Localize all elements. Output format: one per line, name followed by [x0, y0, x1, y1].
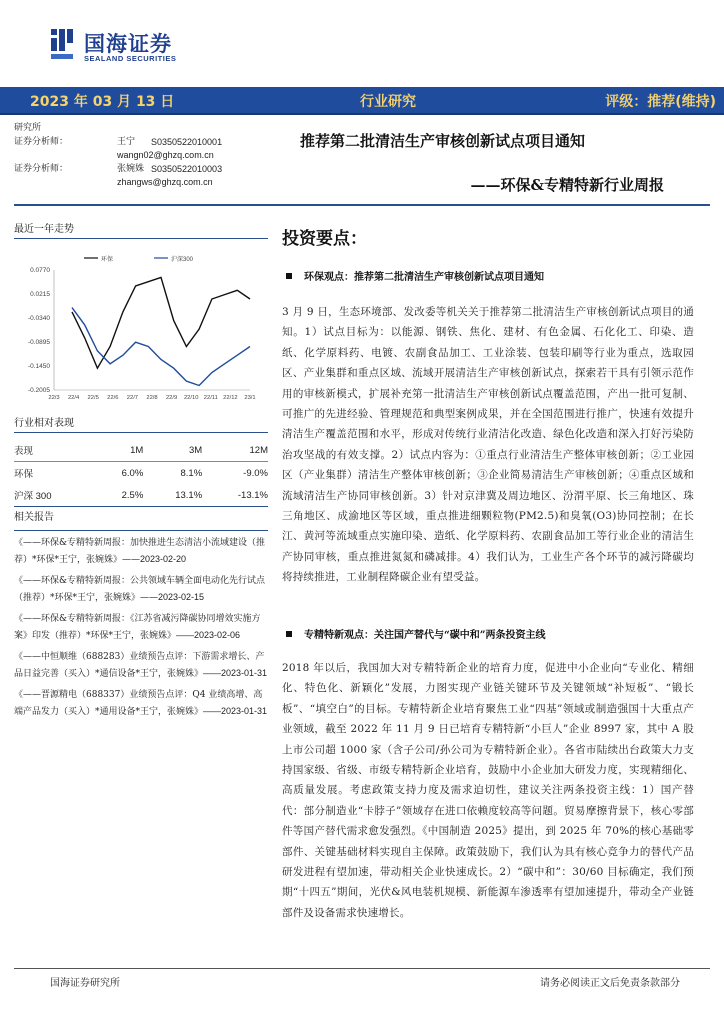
y-tick-label: -0.1450: [27, 363, 50, 370]
table-header: 3M: [143, 439, 202, 462]
report-item-date: ——2023-01-31: [203, 668, 268, 678]
right-column: [282, 224, 712, 919]
section1-heading-text: 环保观点：推荐第二批清洁生产审核创新试点项目通知: [304, 272, 544, 283]
report-category: 行业研究: [360, 94, 416, 110]
table-row: [14, 462, 268, 485]
report-title: 推荐第二批清洁生产审核创新试点项目通知: [300, 132, 586, 150]
analyst-email[interactable]: zhangws@ghzq.com.cn: [117, 177, 213, 187]
analyst-label: 证券分析师：: [14, 136, 69, 147]
table-header: 表现: [14, 439, 96, 462]
analyst-name: 王宁: [117, 136, 136, 147]
y-tick-label: -0.0340: [27, 315, 50, 322]
section2-heading: [286, 626, 546, 641]
analyst-name: 张婉姝: [117, 163, 145, 174]
x-tick-label: 23/1: [244, 395, 256, 401]
report-subtitle: ——环保&专精特新行业周报: [470, 176, 664, 194]
investment-title: 投资要点：: [282, 229, 367, 249]
y-tick-label: 0.0215: [30, 291, 50, 298]
analyst-row: [14, 163, 284, 177]
x-tick-label: 22/9: [165, 395, 178, 401]
report-item[interactable]: [14, 573, 268, 607]
x-tick-label: 22/7: [126, 395, 139, 401]
table-cell: 沪深 300: [14, 484, 96, 507]
bullet-icon: [286, 631, 292, 637]
x-tick-label: 22/5: [87, 395, 99, 401]
company-logo: [50, 26, 200, 70]
report-item-text: 《——环保&专精特新周报：《江苏省减污降碳协同增效实施方案》印发（推荐）*环保*王宁，张婉姝》: [14, 613, 261, 641]
report-item-text: 《——中恒顺维（688283）业绩预告点评：下游需求增长、产品日益完善（买入）*通信设备*王宁，张婉姝》: [14, 651, 265, 679]
y-tick-label: -0.2005: [27, 387, 50, 394]
table-cell: -13.1%: [202, 484, 268, 507]
header-band: [0, 87, 724, 115]
report-item[interactable]: [14, 687, 268, 721]
x-tick-label: 22/6: [107, 395, 119, 401]
trend-title: 最近一年走势: [14, 220, 268, 239]
table-cell: 环保: [14, 469, 34, 480]
analyst-cert: S0350522010003: [151, 163, 223, 174]
footer-left: 国海证券研究所: [50, 978, 120, 989]
report-item[interactable]: [14, 611, 268, 645]
table-header: 1M: [96, 439, 143, 462]
report-item-text: 《——晋源精电（688337）业绩预告点评：Q4 业绩高增、高端产品发力（买入）*通用设备*王宁，张婉姝》: [14, 689, 263, 717]
report-item[interactable]: [14, 535, 268, 569]
series-line: [72, 277, 250, 368]
legend-label: 环保: [101, 257, 114, 263]
trend-chart-svg: [14, 240, 268, 405]
report-item-date: 2023-02-15: [158, 592, 205, 602]
y-tick-label: -0.0895: [27, 339, 50, 346]
table-cell: 2.5%: [96, 484, 143, 507]
section2-body: 2018 年以后，我国加大对专精特新企业的培育力度，促进中小企业向“专业化、精细化、特色化、新颖化”发展，力图实现产业链关键环节及关键领域“补短板”、“锻长板”、“填空白”的目标。专精特新企业培育聚焦工业“四基”领域或制造强国十大重点产业领域，截至 2022 年 11 月 9 日已培育专精特新“小巨人”企业 8997 家，其中 A 股上市公司超 1000 家（含子公司/孙公司为专精特新企业）。各省市陆续出台政策大力支持国家级、省级、市级专精特新企业培育，鼓励中小企业加大研发力度，实现精细化、高质量发展。考虑政策支持力度及需求迫切性，建议关注两条投资主线：1）国产替代：部分制造业“卡脖子”领域存在进口依赖度较高等问题。贸易摩擦背景下，核心零部件等国产替代需求愈发强烈。《中国制造 2025》提出，到 2025 年 70%的核心基础零部件、关键基础材料实现自主保障。政策鼓励下，我们认为具有核心竞争力的替代产品研发进程有望加速，带动相关企业快速成长。2）“碳中和”：30/60 目标确定，我们预期“十四五”期间，光伏&风电装机规模、新能源车渗透率有望加速提升，带动全产业链部件及设备需求快速增长。: [282, 662, 694, 919]
report-item-text: 《——环保&专精特新周报：公共领域车辆全面电动化先行试点（推荐）*环保*王宁，张婉姝》——: [14, 575, 266, 603]
analyst-block: [14, 122, 284, 190]
x-tick-label: 22/8: [146, 395, 158, 401]
report-item[interactable]: [14, 649, 268, 683]
analyst-row: [14, 136, 284, 150]
section2-heading-text: 专精特新观点：关注国产替代与“碳中和”两条投资主线: [304, 630, 546, 641]
analyst-email[interactable]: wangn02@ghzq.com.cn: [117, 150, 214, 160]
footer-divider: [14, 968, 710, 969]
report-item-date: ——2023-01-31: [203, 706, 268, 716]
x-tick-label: 22/11: [203, 395, 218, 401]
bullet-icon: [286, 273, 292, 279]
y-tick-label: 0.0770: [30, 267, 50, 274]
table-cell: -9.0%: [243, 467, 268, 479]
analyst-label: 证券分析师：: [14, 163, 69, 174]
x-tick-label: 22/12: [223, 395, 238, 401]
trend-chart: [14, 240, 268, 405]
logo-text-cn: 国海证券: [84, 32, 172, 56]
performance-table: [14, 439, 268, 507]
x-tick-label: 22/3: [48, 395, 60, 401]
performance-section: [14, 414, 268, 507]
table-row: [14, 484, 268, 507]
table-header: 12M: [202, 439, 268, 462]
table-cell: 8.1%: [180, 467, 203, 479]
series-line: [72, 308, 250, 386]
report-item-date: 2023-02-20: [140, 554, 187, 564]
table-cell: 6.0%: [121, 467, 144, 479]
legend-label: 沪深300: [171, 257, 194, 263]
x-tick-label: 22/10: [183, 395, 199, 401]
left-column: [14, 220, 268, 717]
divider: [14, 204, 710, 206]
x-tick-label: 22/4: [67, 395, 80, 401]
table-header-row: [14, 439, 268, 462]
performance-title: 行业相对表现: [14, 414, 268, 433]
section1-heading: [286, 268, 544, 283]
report-rating: 评级：推荐(维持): [605, 94, 716, 110]
institute-label: 研究所: [14, 123, 42, 133]
report-item-date: ——2023-02-06: [176, 630, 241, 640]
report-item-text: 《——环保&专精特新周报：加快推进生态清洁小流域建设（推荐）*环保*王宁，张婉姝》——: [14, 537, 266, 565]
table-cell: 13.1%: [143, 484, 202, 507]
sealand-logo-icon: [50, 26, 76, 60]
report-date: 2023 年 03 月 13 日: [30, 94, 175, 110]
footer-disclaimer: 请务必阅读正文后免责条款部分: [540, 978, 680, 989]
analyst-cert: S0350522010001: [151, 136, 223, 147]
section1-body: 3 月 9 日，生态环境部、发改委等机关关于推荐第二批清洁生产审核创新试点项目的通知。1）试点目标为：以能源、钢铁、焦化、建材、有色金属、石化化工、印染、造纸、化学原料药、电镀、农副食品加工、工业涂装、包装印刷等行业为重点，选取园区、产业集群和重点区域、流域开展清洁生产审核创新试点，探索若干具有引领示范作用的审核新模式，扩展补充第一批清洁生产审核创新试点覆盖范围，产出一批可复制、可推广的先进经验、管理规范和典型案例成果，并在全国范围进行推广，快速有效提升清洁生产覆盖范围和水平，形成对传统行业清洁化改造、绿色化改造和深入打好污染防治攻坚战的有效支撑。2）试点内容为：①重点行业清洁生产整体审核创新；②工业园区（产业集群）清洁生产整体审核创新；③企业简易清洁生产审核创新；④重点区域和流域清洁生产协同审核创新。3）针对京津冀及周边地区、汾渭平原、长三角地区、珠三角地区、成渝地区等区域，重点推进细颗粒物(PM2.5)和臭氧(O3)协同控制；在长江、黄河等流域重点实施印染、造纸、化学原料药、农副食品加工等行业企业的清洁生产协同审核，重点推进氮氮和磷减排。4）我们认为，工业生产各个环节的减污降碳均将持续推进，工业制程降碳企业有望受益。: [282, 306, 694, 584]
reports-title: 相关报告: [14, 510, 268, 531]
logo-text-en: SEALAND SECURITIES: [84, 54, 177, 63]
related-reports: [14, 510, 268, 721]
